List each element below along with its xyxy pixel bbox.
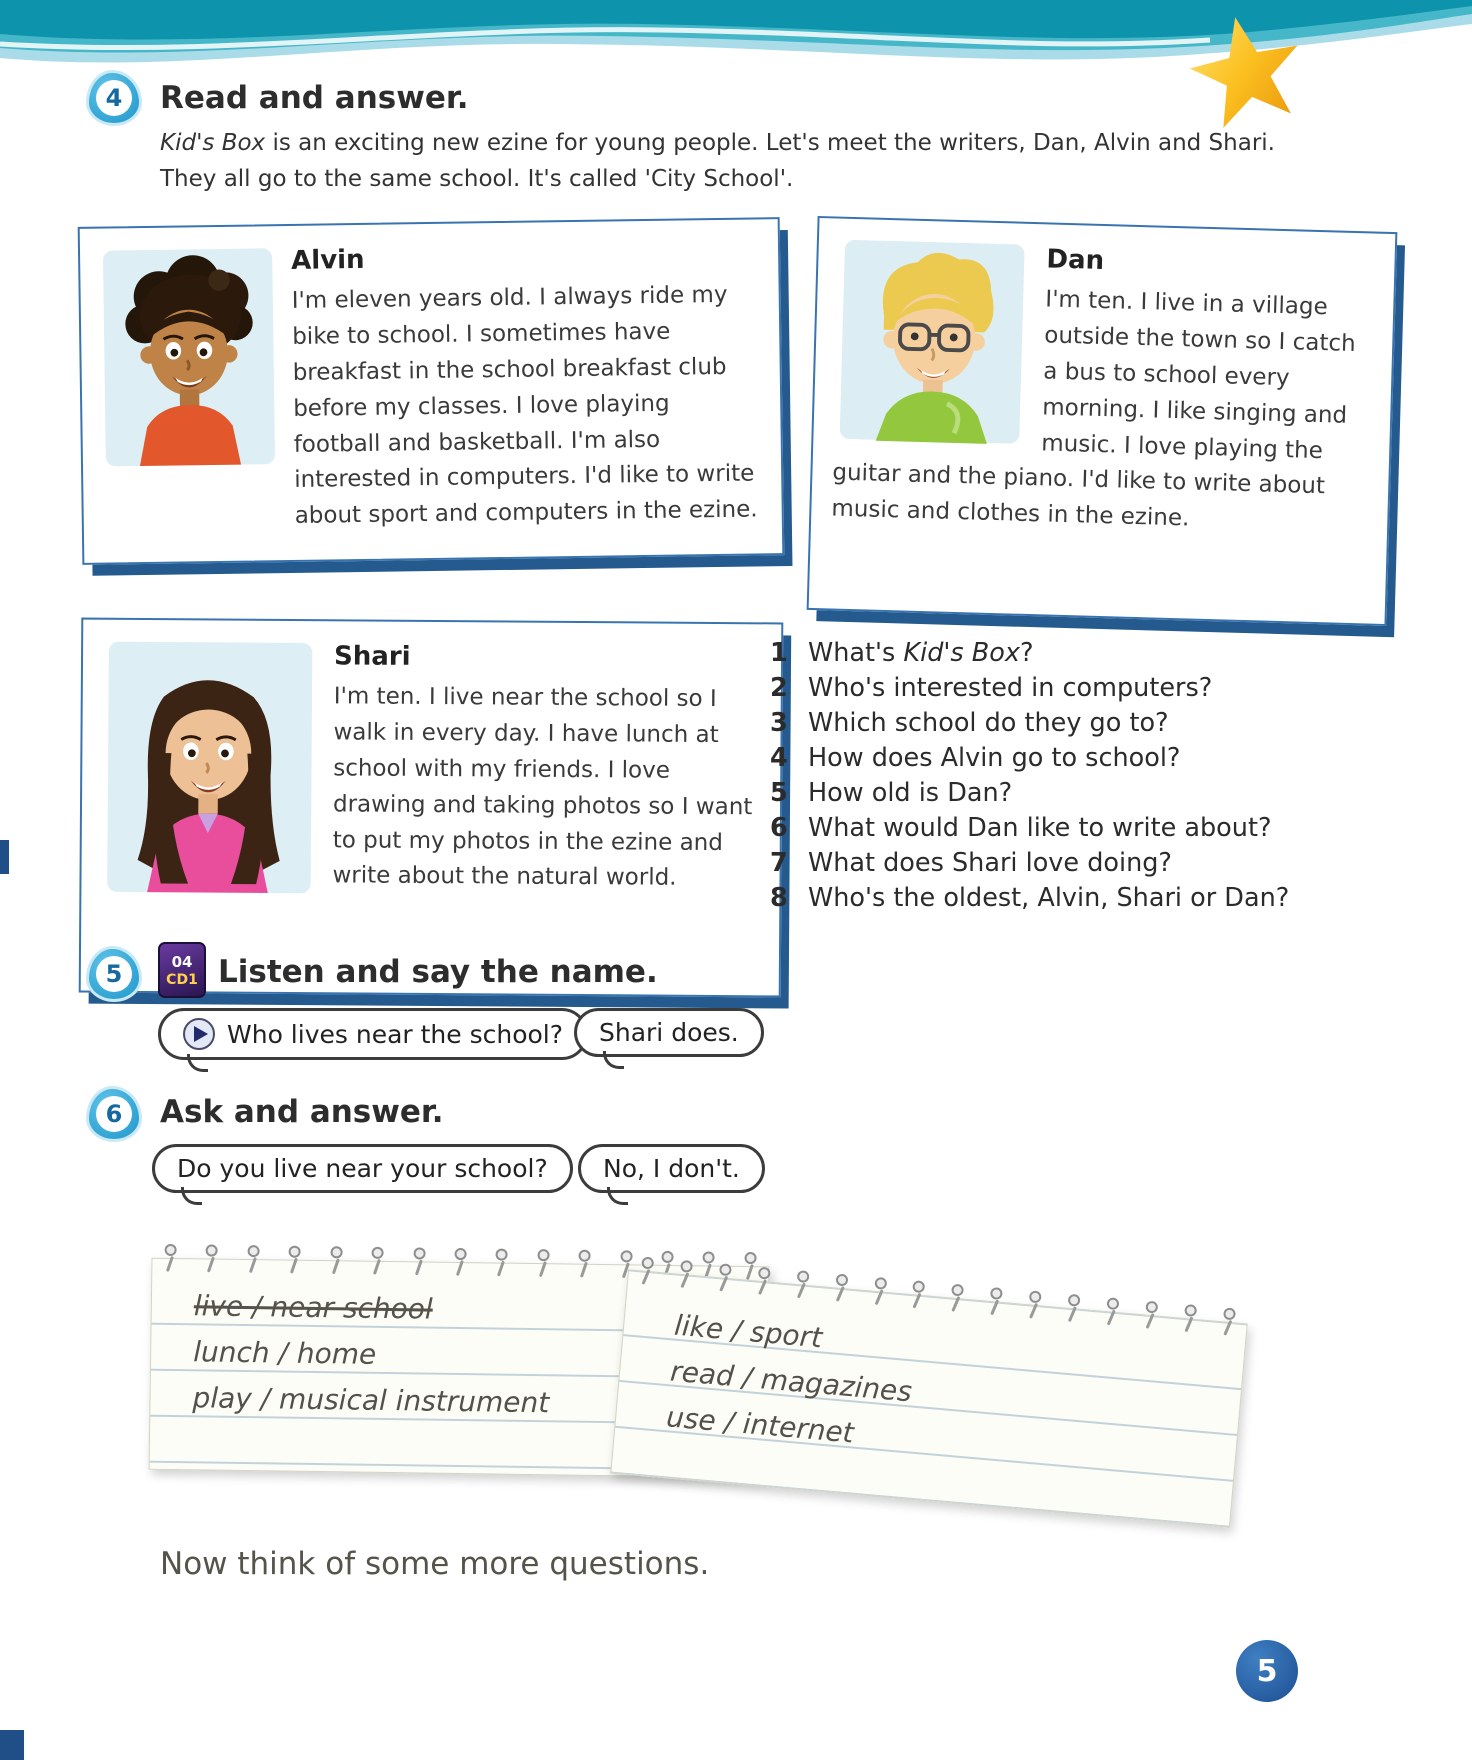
card-name: Dan: [1046, 244, 1105, 276]
note-item: like / sport: [672, 1308, 824, 1355]
question-item: 5 How old is Dan?: [770, 778, 1013, 808]
question-item: 8 Who's the oldest, Alvin, Shari or Dan?: [770, 883, 1290, 913]
play-icon[interactable]: [183, 1018, 215, 1050]
shari-card-text: [332, 639, 761, 977]
activity-5-title: Listen and say the name.: [218, 954, 658, 990]
page-number-badge: 5: [1236, 1640, 1298, 1702]
activity-6-badge: [86, 1086, 142, 1142]
question-item: 3 Which school do they go to?: [770, 708, 1169, 738]
note-item-struck: live / near school: [193, 1289, 433, 1326]
bubble-text: No, I don't.: [603, 1154, 740, 1183]
profile-card-shari: [79, 618, 784, 998]
listen-question-bubble: [158, 1008, 588, 1060]
card-description: I'm eleven years old. I always ride my bike to school. I sometimes have breakfast in the school breakfast club before my classes. I love playing football and basketball. I'm also interested in computers. I'd like to write about sport and computers in the ezine.: [291, 281, 758, 530]
footer-instruction: Now think of some more questions.: [160, 1546, 710, 1582]
activity-5-number: 5: [96, 956, 132, 992]
card-description: I'm ten. I live near the school so I walk in every day. I have lunch at school with my friends. I love drawing and taking photos so I want to put my photos in the ezine and write about the natural world.: [332, 683, 753, 892]
note-item: play / musical instrument: [192, 1381, 550, 1420]
activity-4-intro: [160, 126, 1320, 197]
bubble-text: Do you live near your school?: [177, 1154, 548, 1183]
activity-4-title: Read and answer.: [160, 80, 469, 116]
card-name: Alvin: [290, 244, 365, 276]
alvin-card-text: [291, 237, 762, 541]
cd-disc-label: CD1: [166, 971, 198, 988]
notepad-right: [610, 1269, 1248, 1527]
intro-text: is an exciting new ezine for young people. Let's meet the writers, Dan, Alvin and Shari. They all go to the same school. It's called 'City School'.: [160, 130, 1275, 192]
page-edge-mark: [0, 840, 9, 874]
ask-question-bubble: [152, 1144, 573, 1193]
question-item: 2 Who's interested in computers?: [770, 673, 1213, 703]
note-item: lunch / home: [192, 1335, 377, 1371]
question-item: 1 What's Kid's Box?: [770, 638, 1034, 668]
shari-avatar: [101, 638, 318, 974]
cd-track-icon: [158, 942, 206, 998]
page-edge-mark: [0, 1730, 24, 1760]
listen-answer-bubble: [574, 1008, 764, 1057]
question-item: 4 How does Alvin go to school?: [770, 743, 1181, 773]
cd-track-number: 04: [171, 952, 193, 971]
profile-card-dan: [807, 216, 1398, 626]
note-item: use / internet: [664, 1400, 856, 1450]
activity-4-number: 4: [96, 80, 132, 116]
question-item: 6 What would Dan like to write about?: [770, 813, 1272, 843]
card-name: Shari: [333, 641, 411, 672]
activity-6-number: 6: [96, 1096, 132, 1132]
bubble-text: Shari does.: [599, 1018, 739, 1047]
note-item: read / magazines: [668, 1354, 914, 1409]
bubble-text: Who lives near the school?: [227, 1019, 564, 1049]
ask-answer-bubble: [578, 1144, 765, 1193]
question-list: [770, 636, 1350, 916]
question-item: 7 What does Shari love doing?: [770, 848, 1172, 878]
profile-card-alvin: [78, 217, 785, 565]
star-icon: [1178, 12, 1316, 134]
card-description: I'm ten. I live in a village outside the town so I catch a bus to school every morning. I like singing and music. I love playing the guitar and the piano. I'd like to write about music and clothes in the ezine.: [831, 286, 1357, 532]
dan-avatar: [833, 237, 1031, 447]
activity-6-title: Ask and answer.: [160, 1094, 444, 1130]
alvin-avatar: [100, 244, 279, 544]
intro-ezine-name: Kid's Box: [160, 130, 266, 156]
